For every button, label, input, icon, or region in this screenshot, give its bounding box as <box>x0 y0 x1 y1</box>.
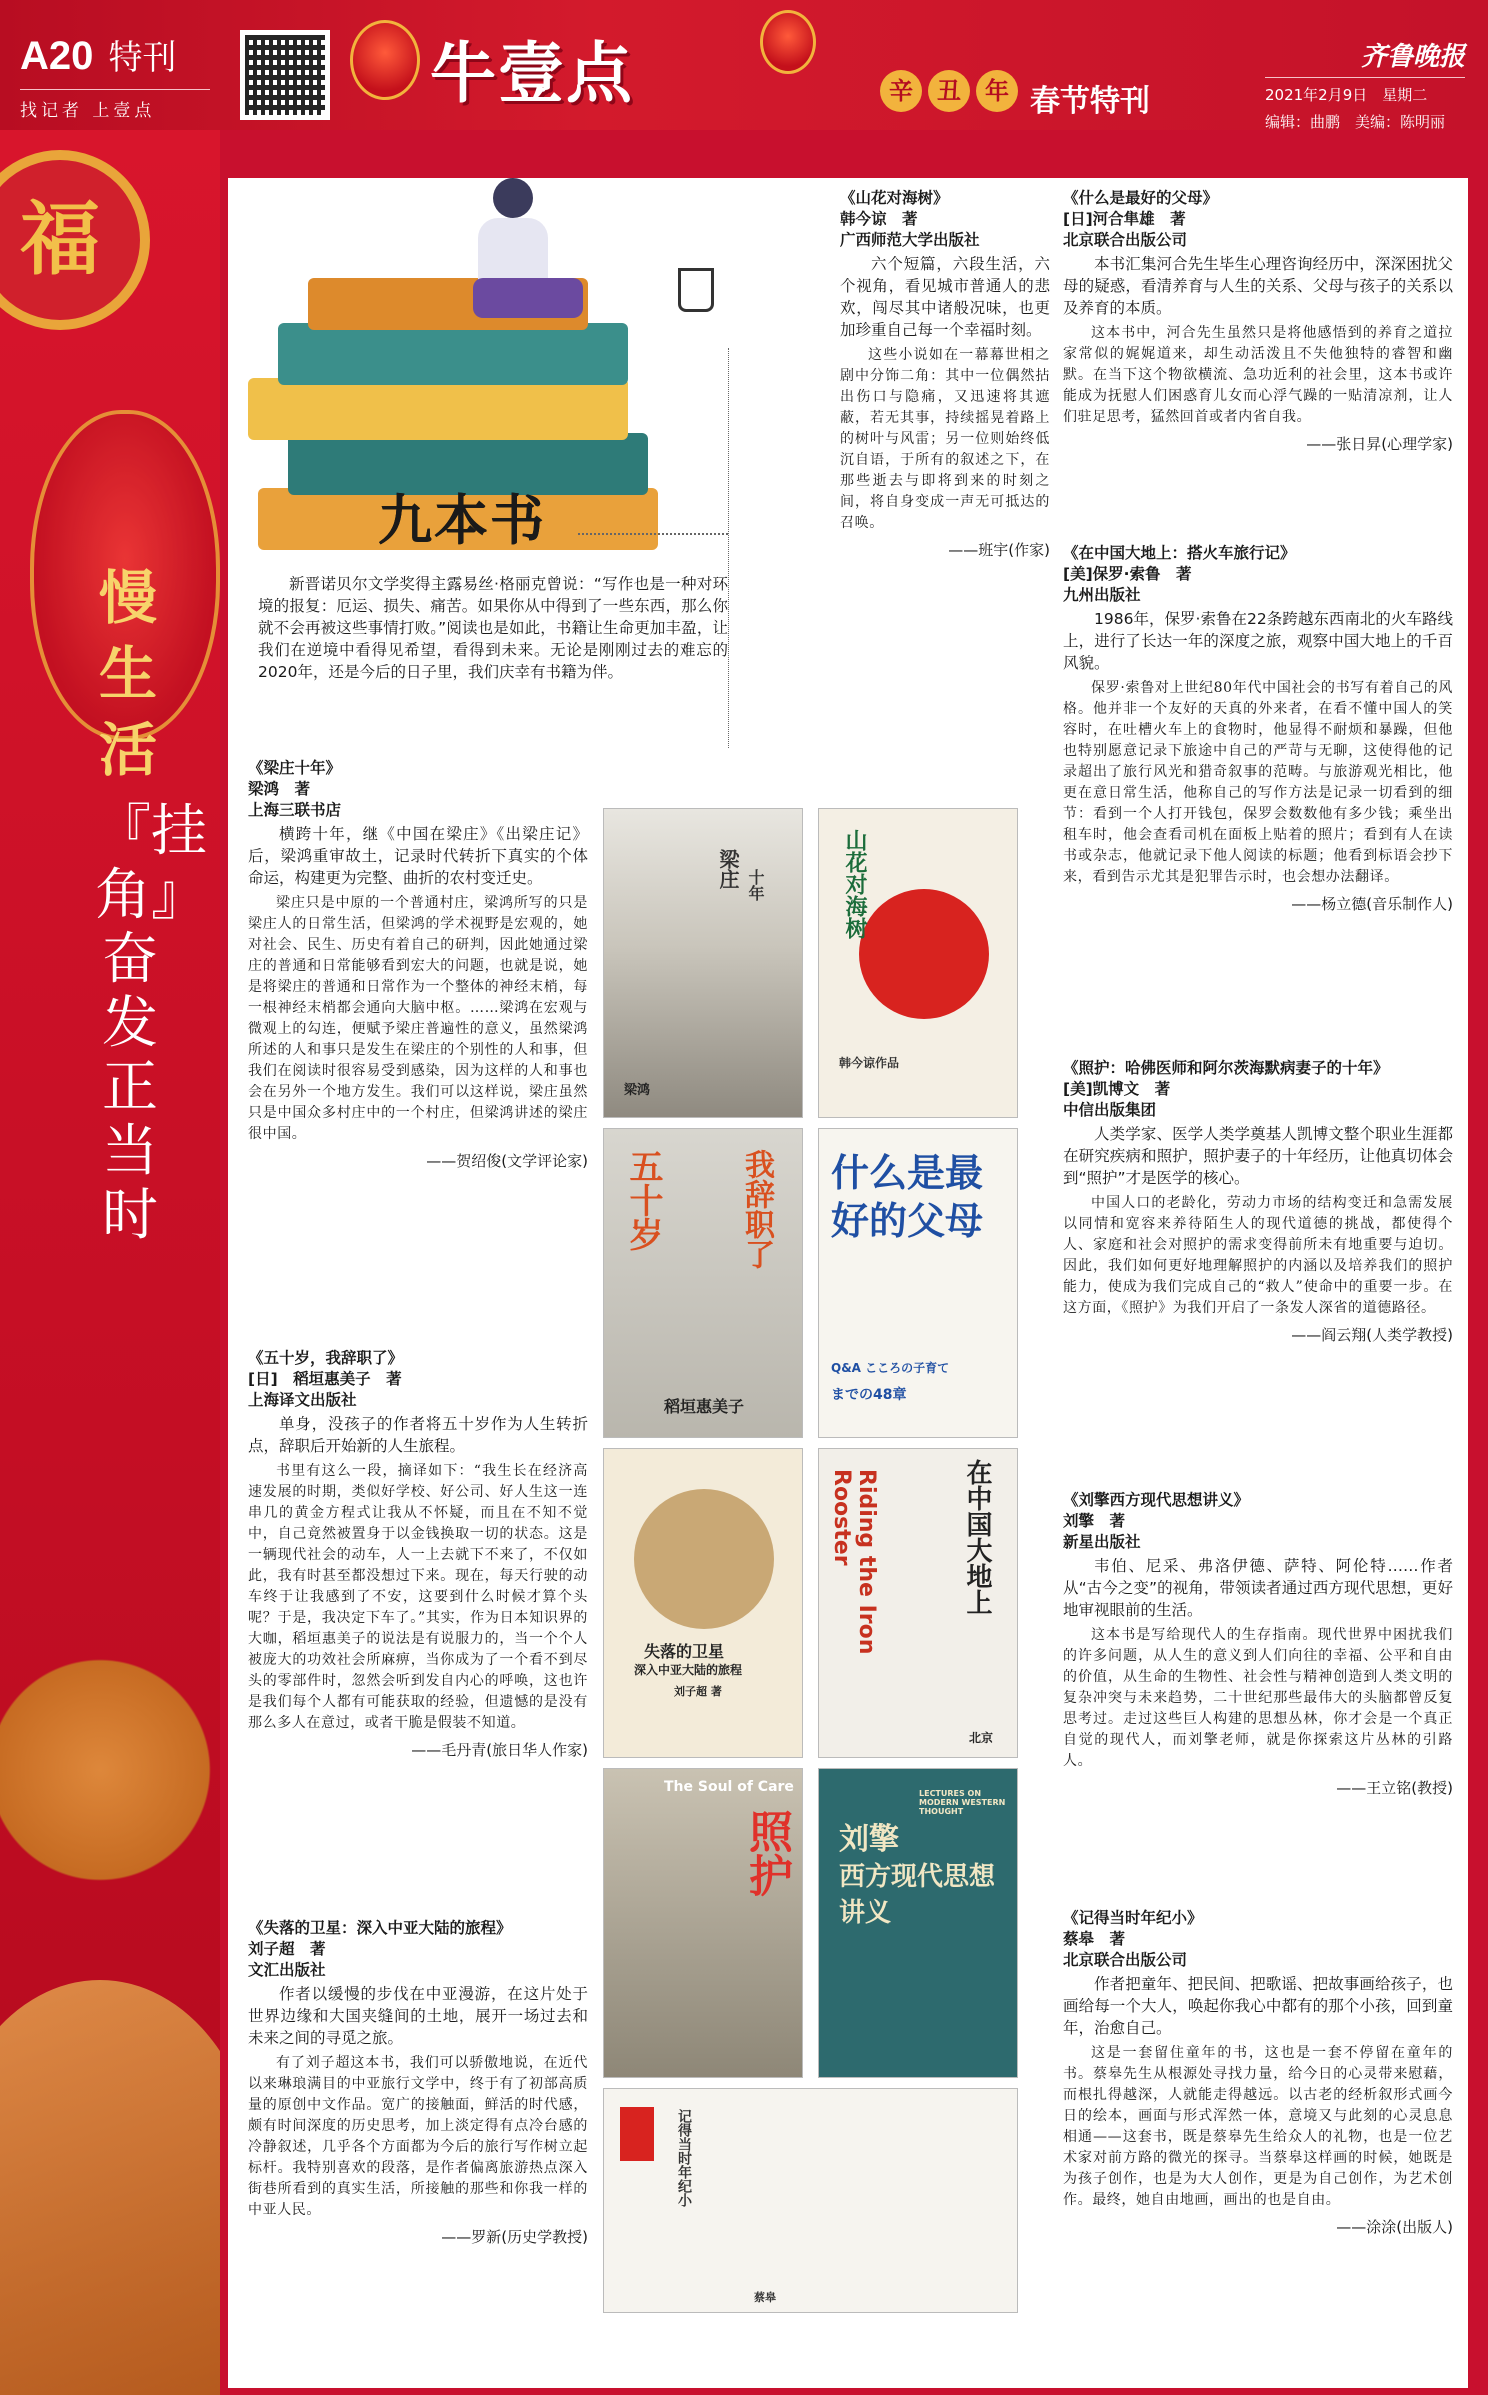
cover-author: 北京 <box>969 1731 994 1745</box>
book-cover-liangzhuang[interactable] <box>603 808 803 1118</box>
left-decoration <box>0 130 220 2395</box>
article-publisher: 新星出版社 <box>1063 1533 1141 1551</box>
article-author: 刘子超 著 <box>248 1940 326 1958</box>
intro-paragraph: 新晋诺贝尔文学奖得主露易丝·格丽克曾说：“写作也是一种对环境的报复：厄运、损失、痛苦。如果你从中得到了一些东西，那么你就不会再被这些事情打败。”阅读也是如此，书籍让生命更加丰盈，让我们在逆境中看得见希望，看得到未来。无论是刚刚过去的难忘的2020年，还是今后的日子里，我们庆幸有书籍为伴。 <box>258 575 728 681</box>
year-badges <box>880 70 1024 112</box>
book-cover-parents[interactable] <box>818 1128 1018 1438</box>
special-title: 春节特刊 <box>1030 84 1150 119</box>
article-title: 《五十岁，我辞职了》 <box>248 1349 404 1367</box>
page-header <box>0 0 1488 130</box>
seal-stamp-icon <box>620 2107 654 2161</box>
cover-subtitle: 十年 <box>746 869 765 901</box>
article-summary: 横跨十年，继《中国在梁庄》《出梁庄记》后，梁鸿重审故土，记录时代转折下真实的个体命运，构建更为完整、曲折的农村变迁史。 <box>248 825 588 887</box>
cover-title: 失落的卫星 <box>644 1642 725 1661</box>
gold-wave-decoration <box>0 1980 220 2395</box>
article-body: 有了刘子超这本书，我们可以骄傲地说，在近代以来琳琅满目的中亚旅行文学中，终于有了初部高质量的原创中文作品。宽广的接触面，鲜活的时代感，颇有时间深度的历史思考，加上淡定得有点冷台感的冷静叙述，几乎各个方面都为今后的旅行写作树立起标杆。我特别喜欢的段落，是作者偏离旅游热点深入街巷所看到的真实生活，所接触的那些和你我一样的中亚人民。 <box>248 2055 588 2218</box>
cover-subtitle: 蔡皋 <box>754 2291 776 2304</box>
article-satellite <box>248 1918 588 2248</box>
article-care <box>1063 1058 1453 1346</box>
article-publisher: 中信出版集团 <box>1063 1101 1157 1119</box>
book-cover-care[interactable] <box>603 1768 803 2078</box>
article-body: 书里有这么一段，摘译如下：“我生长在经济高速发展的时期，类似好学校、好公司、好人生这一连串几的黄金方程式让我从不怀疑，而且在不知不觉中，自己竟然被置身于以金钱换取一切的状态。这是一辆现代社会的动车，人一上去就下不来了，不仅如此，我有时甚至都没想过下来。现在，每天行驶的动车终于让我感到了不安，这要到什么时候才算个头呢？于是，我决定下车了。”其实，作为日本知识界的大咖，稻垣惠美子的说法是有说服力的，当一个个人被庞大的功效社会所麻痹，当你成为了一个看不到尽头的零部件时，忽然会听到发自内心的呼唤，这也许是我们每个人都有可能获取的经验，但遗憾的是没有那么多人在意过，或者干脆是假装不知道。 <box>248 1463 588 1731</box>
article-body: 这本书中，河合先生虽然只是将他感悟到的养育之道拉家常似的娓娓道来，却生动活泼且不失他独特的睿智和幽默。在当下这个物欲横流、急功近利的社会里，这本书或许能成为抚慰人们困惑育儿女而心浮气躁的一贴清凉剂，让人们驻足思考，猛然回首或者内省自我。 <box>1063 325 1453 425</box>
article-body: 这些小说如在一幕幕世相之剧中分饰二角：其中一位偶然拈出伤口与隐痛，又迅速将其遮蔽，若无其事，持续摇晃着路上的树叶与风雷；另一位则始终低沉自语，于所有的叙述之下，在那些逝去与即将到来的时刻之间，将自身变成一声无可抵达的召唤。 <box>840 347 1050 531</box>
cover-title: 在中国大地上 <box>962 1459 992 1615</box>
column-title: 慢生活 <box>98 564 157 784</box>
year-char: 辛 <box>880 70 922 112</box>
page-number-block <box>20 30 220 121</box>
article-author: [美]保罗·索鲁 著 <box>1063 565 1192 583</box>
cover-subtitle: 我辞职了 <box>739 1149 774 1269</box>
coffee-cup-icon <box>678 268 714 312</box>
article-summary: 韦伯、尼采、弗洛伊德、萨特、阿伦特……作者从“古今之变”的视角，带领读者通过西方现代思想，更好地审视眼前的生活。 <box>1063 1557 1453 1619</box>
article-liangzhuang <box>248 758 588 1172</box>
article-fifty <box>248 1348 588 1761</box>
book-cover-fifty[interactable] <box>603 1128 803 1438</box>
book-cover-western-thought[interactable] <box>818 1768 1018 2078</box>
paper-name: 齐鲁晚报 <box>1265 36 1465 78</box>
article-author: 梁鸿 著 <box>248 780 311 798</box>
article-reviewer: ——毛丹青(旅日华人作家) <box>411 1741 588 1759</box>
book-cover-childhood[interactable] <box>603 2088 1018 2313</box>
article-publisher: 文汇出版社 <box>248 1961 326 1979</box>
qr-code-pattern <box>245 35 325 115</box>
intro-frame-line <box>728 348 736 748</box>
brand-logo: 牛壹点 <box>430 35 634 112</box>
title-divider <box>578 533 728 535</box>
article-title: 《照护：哈佛医师和阿尔茨海默病妻子的十年》 <box>1063 1059 1389 1077</box>
article-summary: 六个短篇，六段生活，六个视角，看见城市普通人的悲欢，闯尽其中诸般况味，也更加珍重自己每一个幸福时刻。 <box>840 255 1050 339</box>
lantern-icon <box>350 20 420 100</box>
article-publisher: 广西师范大学出版社 <box>840 231 980 249</box>
vertical-slogan: 『挂角』奋发正当时 <box>95 799 207 1248</box>
article-publisher: 上海译文出版社 <box>248 1391 357 1409</box>
article-shanhua <box>840 188 1050 561</box>
ox-emblem-icon <box>0 1630 220 1910</box>
article-author: [日] 稻垣惠美子 著 <box>248 1370 402 1388</box>
article-western-thought <box>1063 1490 1453 1799</box>
article-title: 《失落的卫星：深入中亚大陆的旅程》 <box>248 1919 512 1937</box>
cover-author: までの48章 <box>831 1387 907 1403</box>
article-reviewer: ——杨立德(音乐制作人) <box>1291 895 1453 913</box>
cover-title: 什么是最好的父母 <box>831 1151 984 1243</box>
cover-author: 稻垣惠美子 <box>664 1397 745 1416</box>
cover-subtitle: 韩今谅作品 <box>839 1056 900 1070</box>
lantern-icon <box>760 10 816 74</box>
article-body: 梁庄只是中原的一个普通村庄，梁鸿所写的只是梁庄人的日常生活，但梁鸿的学术视野是宏观的，她对社会、民生、历史有着自己的研判，因此她通过梁庄的普通和日常能够看到宏大的问题，也就是说，她是将梁庄的普通和日常作为一个整体的神经末梢，每一根神经末梢都会通向大脑中枢。……梁鸿在宏观与微观上的勾连，便赋予梁庄普遍性的意义，虽然梁鸿所述的人和事只是发生在梁庄的个别性的人和事，但我们在阅读时很容易受到感染，因为这样的人和事也会在另外一个地方发生。我们可以这样说，梁庄虽然只是中国众多村庄中的一个村庄，但梁鸿讲述的梁庄很中国。 <box>248 895 588 1142</box>
header-slogan: 找记者 上壹点 <box>20 89 210 121</box>
qr-code[interactable] <box>240 30 330 120</box>
article-summary: 作者以缓慢的步伐在中亚漫游，在这片处于世界边缘和大国夹缝间的土地，展开一场过去和未来之间的寻觅之旅。 <box>248 1985 588 2047</box>
article-author: 刘擎 著 <box>1063 1512 1126 1530</box>
book-cover-shanhua[interactable] <box>818 808 1018 1118</box>
cover-subtitle: Q&A こころの子育て <box>831 1361 950 1375</box>
book-stack-icon <box>278 323 628 385</box>
article-china-rail <box>1063 543 1453 915</box>
year-char: 年 <box>976 70 1018 112</box>
article-publisher: 上海三联书店 <box>248 801 342 819</box>
article-title: 《山花对海树》 <box>840 189 949 207</box>
reader-head <box>493 178 533 218</box>
hero-illustration <box>248 178 748 578</box>
article-parents <box>1063 188 1453 455</box>
article-body: 这是一套留住童年的书，这也是一套不停留在童年的书。蔡皋先生从根源处寻找力量，给今日的心灵带来慰藉，而根扎得越深，人就能走得越远。以古老的经析叙形式画今日的绘本，画面与形式浑然一体，意境又与此刻的心灵息息相通——这套书，既是蔡皋先生给众人的礼物，也是一位艺术家对前方路的微光的探寻。当蔡皋这样画的时候，她既是为孩子创作，也是为大人创作，更是为自己创作，为艺术创作。最终，她自由地画，画出的也是自由。 <box>1063 2045 1453 2208</box>
article-summary: 本书汇集河合先生毕生心理咨询经历中，深深困扰父母的疑惑，看清养育与人生的关系、父母与孩子的关系以及养育的本质。 <box>1063 255 1453 317</box>
book-cover-china-rail[interactable] <box>818 1448 1018 1758</box>
article-publisher: 九州出版社 <box>1063 586 1141 604</box>
article-body: 中国人口的老龄化，劳动力市场的结构变迁和急需发展以同情和宽容来养待陌生人的现代道德的挑战，都使得个人、家庭和社会对照护的需求变得前所未有地重要与迫切。因此，我们如何更好地理解照护的内涵以及培养我们的照护能力，使成为我们完成自己的“救人”使命中的重要一步。在这方面，《照护》为我们开启了一条发人深省的道德路径。 <box>1063 1195 1453 1316</box>
cover-title: 刘擎 <box>839 1822 899 1857</box>
cover-title: 照护 <box>741 1809 792 1897</box>
cover-subtitle: 深入中亚大陆的旅程 <box>634 1663 743 1677</box>
article-publisher: 北京联合出版公司 <box>1063 1951 1188 1969</box>
cover-author: 梁鸿 <box>624 1083 651 1098</box>
article-reviewer: ——罗新(历史学教授) <box>441 2228 588 2246</box>
cover-title: 梁庄 <box>716 849 740 889</box>
reader-figure-icon <box>468 178 558 328</box>
cover-subtitle: Riding the Iron Rooster <box>829 1469 879 1655</box>
article-body: 保罗·索鲁对上世纪80年代中国社会的书写有着自己的风格。他并非一个友好的天真的外来者，在看不懂中国人的笑容时，在吐槽火车上的食物时，他显得不耐烦和暴躁，但他也特别愿意记录下旅途中自己的严苛与无聊，这使得他的记录超出了旅行风光和猎奇叙事的范畴。与旅游观光相比，他更在意日常生活，他称自己的写作方法是记录一切看到的细节：看到一个人打开钱包，保罗会数数他有多少钱；乘坐出租车时，他会查看司机在面板上贴着的照片；看到有人在读书或杂志，他就记录下他人阅读的标题；他看到标语会抄下来，看到告示尤其是犯罪告示时，也会想办法翻译。 <box>1063 680 1453 885</box>
satellite-icon <box>634 1489 774 1629</box>
article-reviewer: ——张日昇(心理学家) <box>1306 435 1453 453</box>
cover-subtitle: 西方现代思想讲义 <box>839 1862 996 1928</box>
cover-subtitle: The Soul of Care <box>664 1779 794 1795</box>
article-title: 《梁庄十年》 <box>248 759 342 777</box>
section-tag: 特刊 <box>108 38 177 78</box>
article-author: 韩今谅 著 <box>840 210 918 228</box>
cover-title: 记得当时年纪小 <box>676 2109 692 2207</box>
book-cover-satellite[interactable] <box>603 1448 803 1758</box>
article-reviewer: ——王立铭(教授) <box>1336 1779 1453 1797</box>
cover-title: 五十岁 <box>623 1149 663 1251</box>
fu-char: 福 <box>20 193 100 286</box>
cover-author: 刘子超 著 <box>674 1685 722 1698</box>
book-stack-icon <box>248 378 628 440</box>
article-body: 这本书是写给现代人的生存指南。现代世界中困扰我们的许多问题，从人生的意义到人们向往的幸福、公平和自由的价值，从生命的生物性、社会性与精神创造到人类文明的复杂冲突与未来趋势，二十世纪那些最伟大的头脑都曾反复思考过。走过这些巨人构建的思想丛林，你才会是一个真正自觉的现代人，而刘擎老师，就是你探索这片丛林的引路人。 <box>1063 1627 1453 1769</box>
page-title: 九本书 <box>378 489 546 552</box>
article-reviewer: ——贺绍俊(文学评论家) <box>426 1152 588 1170</box>
article-title: 《记得当时年纪小》 <box>1063 1909 1203 1927</box>
article-author: [日]河合隼雄 著 <box>1063 210 1186 228</box>
article-summary: 单身，没孩子的作者将五十岁作为人生转折点，辞职后开始新的人生旅程。 <box>248 1415 588 1455</box>
article-title: 《在中国大地上：搭火车旅行记》 <box>1063 544 1296 562</box>
red-flower-icon <box>859 889 989 1019</box>
page-number: A20 <box>20 34 94 78</box>
cover-author: LECTURES ON MODERN WESTERN THOUGHT <box>919 1789 1006 1816</box>
article-summary: 人类学家、医学人类学奠基人凯博文整个职业生涯都在研究疾病和照护，照护妻子的十年经历，让他真切体会到“照护”才是医学的核心。 <box>1063 1125 1453 1187</box>
fu-emblem-icon <box>0 150 150 330</box>
year-char: 丑 <box>928 70 970 112</box>
article-childhood <box>1063 1908 1453 2238</box>
article-author: 蔡皋 著 <box>1063 1930 1126 1948</box>
article-reviewer: ——班宇(作家) <box>948 541 1050 559</box>
article-reviewer: ——涂涂(出版人) <box>1336 2218 1453 2236</box>
issue-date: 2021年2月9日 星期二 <box>1265 86 1428 104</box>
editors: 编辑：曲鹏 美编：陈明丽 <box>1265 113 1446 131</box>
article-summary: 作者把童年、把民间、把歌谣、把故事画给孩子，也画给每一个大人，唤起你我心中都有的那个小孩，回到童年，治愈自己。 <box>1063 1975 1453 2037</box>
content-panel <box>228 178 1468 2388</box>
article-summary: 1986年，保罗·索鲁在22条跨越东西南北的火车路线上，进行了长达一年的深度之旅，观察中国大地上的千百风貌。 <box>1063 610 1453 672</box>
masthead-info <box>1265 36 1465 132</box>
article-author: [美]凯博文 著 <box>1063 1080 1171 1098</box>
cover-title: 山花对海树 <box>842 829 867 939</box>
reader-legs <box>473 278 583 318</box>
article-title: 《什么是最好的父母》 <box>1063 189 1219 207</box>
article-publisher: 北京联合出版公司 <box>1063 231 1188 249</box>
article-title: 《刘擎西方现代思想讲义》 <box>1063 1491 1250 1509</box>
article-reviewer: ——阎云翔(人类学教授) <box>1291 1326 1453 1344</box>
